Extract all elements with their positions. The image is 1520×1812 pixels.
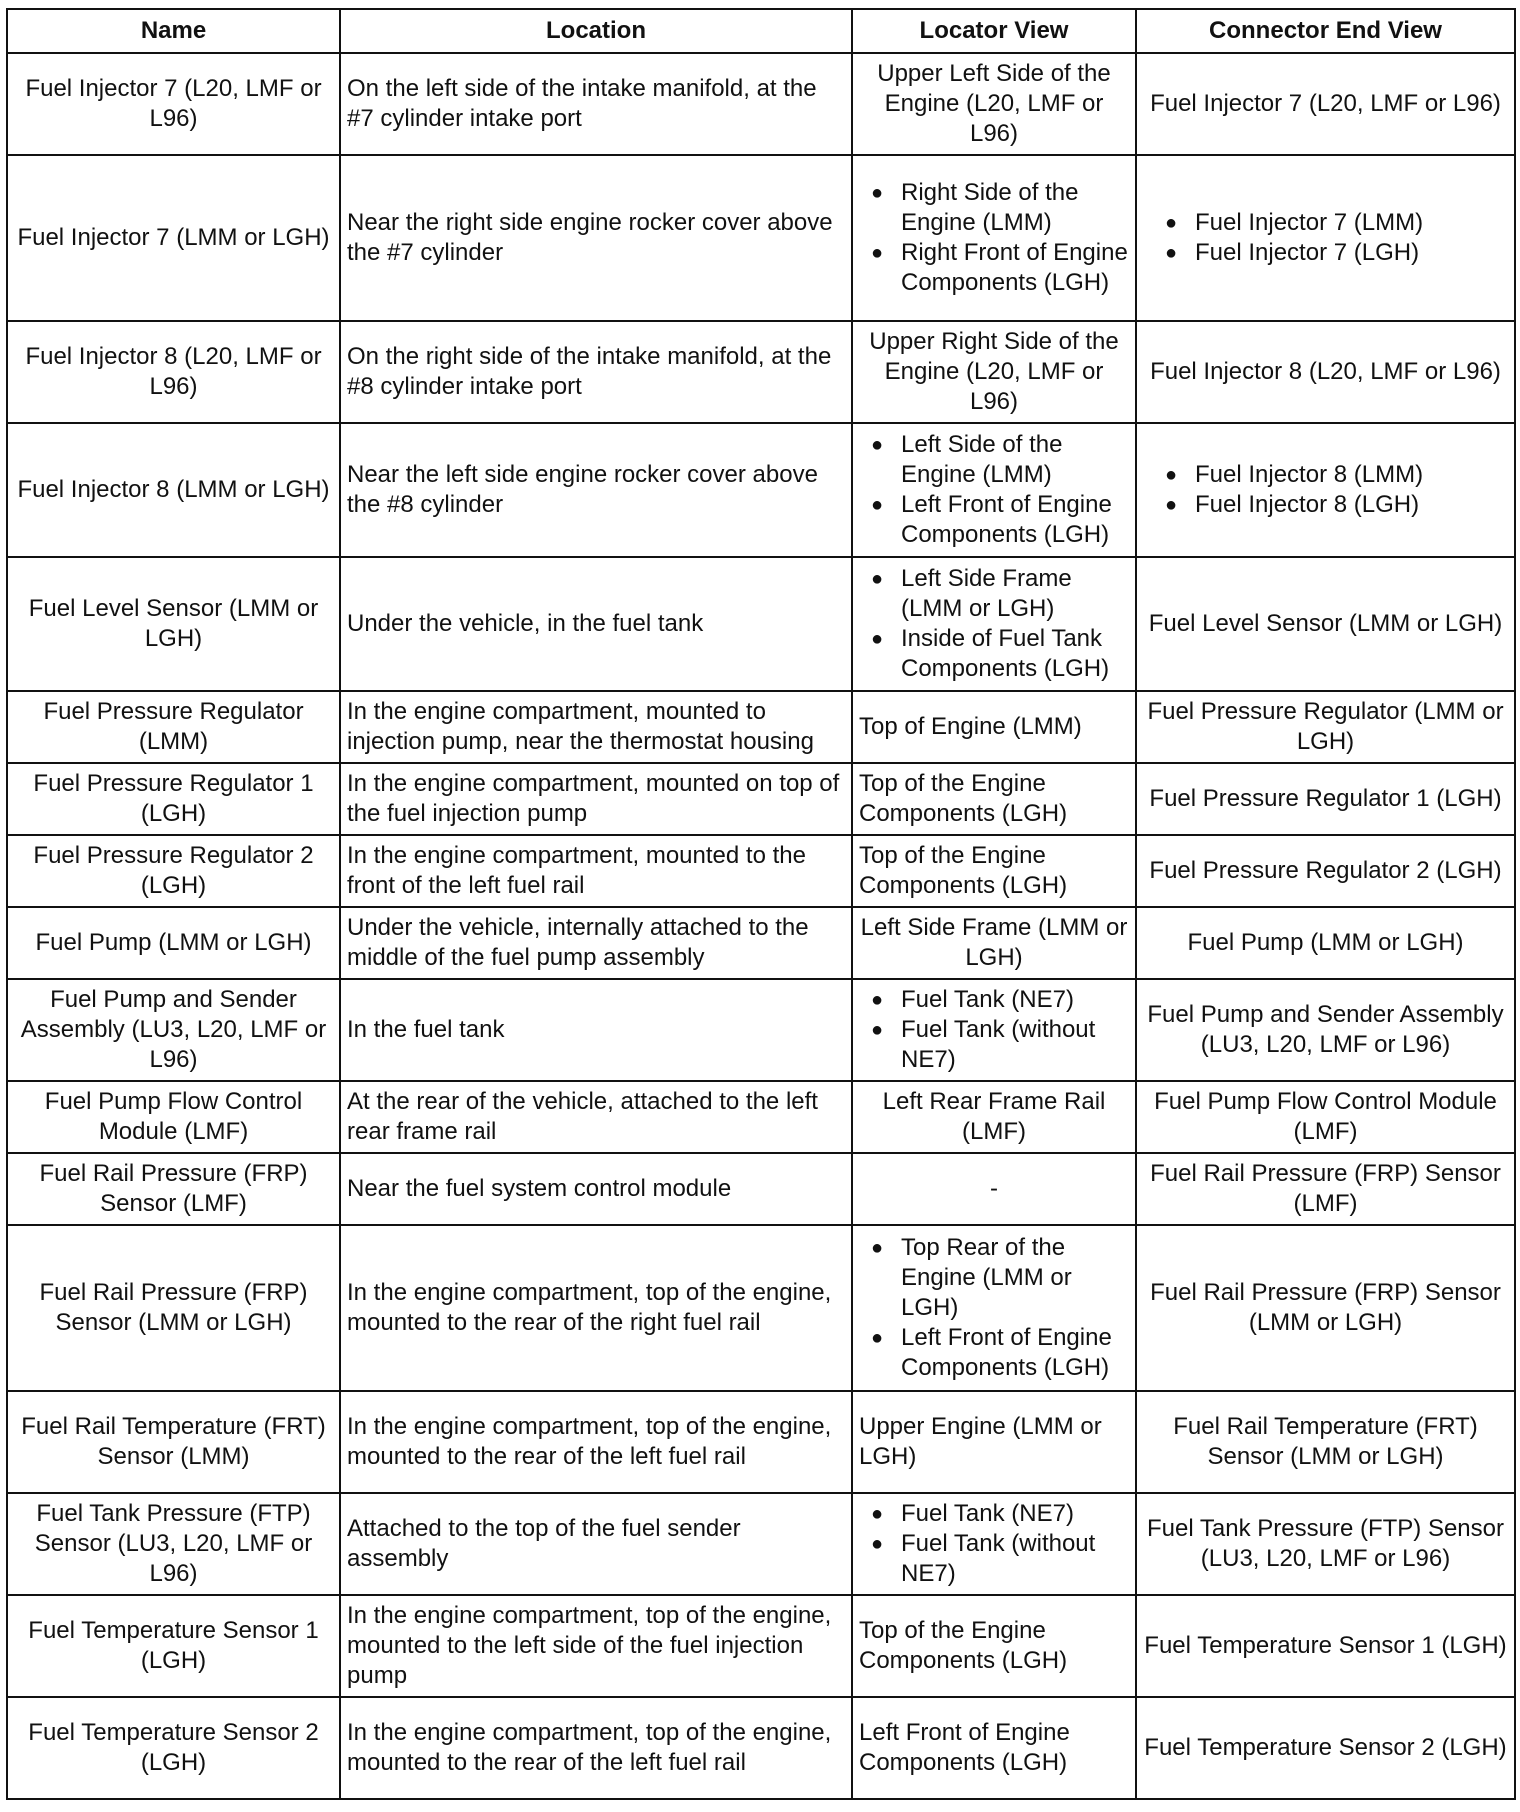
connector-end-view-item: ● Fuel Injector 8 (LGH): [1143, 490, 1508, 520]
connector-end-view-cell: Fuel Temperature Sensor 1 (LGH): [1136, 1595, 1515, 1697]
location-cell: On the left side of the intake manifold, at the #7 cylinder intake port: [340, 53, 852, 155]
table-row: [7, 155, 1515, 321]
locator-view-item: ● Fuel Tank (NE7): [859, 1499, 1129, 1529]
table-row: [7, 835, 1515, 907]
table-row: [7, 53, 1515, 155]
table-row: [7, 1081, 1515, 1153]
locator-view-list: [859, 1233, 1129, 1383]
table-row: [7, 979, 1515, 1081]
location-cell: In the engine compartment, mounted to the front of the left fuel rail: [340, 835, 852, 907]
name-cell: Fuel Rail Temperature (FRT) Sensor (LMM): [7, 1391, 340, 1493]
connector-end-view-cell: Fuel Pressure Regulator 1 (LGH): [1136, 763, 1515, 835]
location-cell: At the rear of the vehicle, attached to the left rear frame rail: [340, 1081, 852, 1153]
connector-end-view-cell: Fuel Rail Temperature (FRT) Sensor (LMM or LGH): [1136, 1391, 1515, 1493]
locator-view-cell: [852, 1225, 1136, 1391]
locator-view-cell: [852, 979, 1136, 1081]
connector-end-view-list: [1143, 460, 1508, 520]
name-cell: Fuel Injector 7 (LMM or LGH): [7, 155, 340, 321]
table-row: [7, 557, 1515, 691]
locator-view-cell: Left Front of Engine Components (LGH): [852, 1697, 1136, 1799]
name-cell: Fuel Pressure Regulator (LMM): [7, 691, 340, 763]
location-cell: In the engine compartment, mounted to injection pump, near the thermostat housing: [340, 691, 852, 763]
locator-view-item: ● Left Side Frame (LMM or LGH): [859, 564, 1129, 624]
connector-end-view-cell: [1136, 423, 1515, 557]
location-cell: In the fuel tank: [340, 979, 852, 1081]
header-connector-end-view: Connector End View: [1136, 9, 1515, 53]
connector-end-view-cell: Fuel Rail Pressure (FRP) Sensor (LMF): [1136, 1153, 1515, 1225]
connector-end-view-cell: Fuel Pump (LMM or LGH): [1136, 907, 1515, 979]
connector-end-view-cell: Fuel Pump and Sender Assembly (LU3, L20, LMF or L96): [1136, 979, 1515, 1081]
connector-end-view-cell: Fuel Tank Pressure (FTP) Sensor (LU3, L20, LMF or L96): [1136, 1493, 1515, 1595]
locator-view-cell: Upper Engine (LMM or LGH): [852, 1391, 1136, 1493]
locator-view-cell: Top of the Engine Components (LGH): [852, 835, 1136, 907]
locator-view-cell: Upper Right Side of the Engine (L20, LMF or L96): [852, 321, 1136, 423]
header-row: [7, 9, 1515, 53]
locator-view-cell: -: [852, 1153, 1136, 1225]
locator-view-item: ● Left Front of Engine Components (LGH): [859, 490, 1129, 550]
table-row: [7, 423, 1515, 557]
locator-view-item: ● Fuel Tank (NE7): [859, 985, 1129, 1015]
location-cell: Near the right side engine rocker cover above the #7 cylinder: [340, 155, 852, 321]
connector-end-view-cell: Fuel Level Sensor (LMM or LGH): [1136, 557, 1515, 691]
name-cell: Fuel Rail Pressure (FRP) Sensor (LMF): [7, 1153, 340, 1225]
connector-end-view-cell: Fuel Injector 8 (L20, LMF or L96): [1136, 321, 1515, 423]
name-cell: Fuel Pressure Regulator 1 (LGH): [7, 763, 340, 835]
table-row: [7, 1595, 1515, 1697]
locator-view-cell: Upper Left Side of the Engine (L20, LMF or L96): [852, 53, 1136, 155]
connector-end-view-item: ● Fuel Injector 7 (LGH): [1143, 238, 1508, 268]
location-cell: Near the left side engine rocker cover above the #8 cylinder: [340, 423, 852, 557]
location-cell: Under the vehicle, in the fuel tank: [340, 557, 852, 691]
connector-end-view-cell: Fuel Rail Pressure (FRP) Sensor (LMM or LGH): [1136, 1225, 1515, 1391]
locator-view-cell: [852, 1493, 1136, 1595]
locator-view-item: ● Inside of Fuel Tank Components (LGH): [859, 624, 1129, 684]
locator-view-item: ● Left Front of Engine Components (LGH): [859, 1323, 1129, 1383]
location-cell: In the engine compartment, top of the engine, mounted to the rear of the right fuel rail: [340, 1225, 852, 1391]
name-cell: Fuel Pump Flow Control Module (LMF): [7, 1081, 340, 1153]
name-cell: Fuel Pump and Sender Assembly (LU3, L20, LMF or L96): [7, 979, 340, 1081]
connector-end-view-list: [1143, 208, 1508, 268]
locator-view-item: ● Right Side of the Engine (LMM): [859, 178, 1129, 238]
location-cell: Under the vehicle, internally attached to the middle of the fuel pump assembly: [340, 907, 852, 979]
header-location: Location: [340, 9, 852, 53]
locator-view-cell: Top of the Engine Components (LGH): [852, 1595, 1136, 1697]
connector-end-view-cell: Fuel Pressure Regulator (LMM or LGH): [1136, 691, 1515, 763]
connector-end-view-cell: Fuel Pressure Regulator 2 (LGH): [1136, 835, 1515, 907]
locator-view-item: ● Left Side of the Engine (LMM): [859, 430, 1129, 490]
table-row: [7, 321, 1515, 423]
locator-view-item: ● Right Front of Engine Components (LGH): [859, 238, 1129, 298]
locator-view-cell: Left Rear Frame Rail (LMF): [852, 1081, 1136, 1153]
table-row: [7, 691, 1515, 763]
header-name: Name: [7, 9, 340, 53]
locator-view-cell: Left Side Frame (LMM or LGH): [852, 907, 1136, 979]
locator-view-item: ● Fuel Tank (without NE7): [859, 1529, 1129, 1589]
name-cell: Fuel Level Sensor (LMM or LGH): [7, 557, 340, 691]
locator-view-cell: [852, 423, 1136, 557]
table-row: [7, 763, 1515, 835]
connector-end-view-cell: Fuel Injector 7 (L20, LMF or L96): [1136, 53, 1515, 155]
name-cell: Fuel Pressure Regulator 2 (LGH): [7, 835, 340, 907]
header-locator-view: Locator View: [852, 9, 1136, 53]
locator-view-cell: [852, 557, 1136, 691]
locator-view-cell: [852, 155, 1136, 321]
locator-view-list: [859, 985, 1129, 1075]
location-cell: In the engine compartment, top of the engine, mounted to the left side of the fuel injection pump: [340, 1595, 852, 1697]
locator-view-cell: Top of Engine (LMM): [852, 691, 1136, 763]
locator-view-cell: Top of the Engine Components (LGH): [852, 763, 1136, 835]
name-cell: Fuel Injector 7 (L20, LMF or L96): [7, 53, 340, 155]
location-cell: In the engine compartment, top of the engine, mounted to the rear of the left fuel rail: [340, 1697, 852, 1799]
locator-view-list: [859, 430, 1129, 550]
connector-end-view-item: ● Fuel Injector 8 (LMM): [1143, 460, 1508, 490]
name-cell: Fuel Pump (LMM or LGH): [7, 907, 340, 979]
connector-end-view-cell: Fuel Temperature Sensor 2 (LGH): [1136, 1697, 1515, 1799]
name-cell: Fuel Injector 8 (LMM or LGH): [7, 423, 340, 557]
locator-view-list: [859, 564, 1129, 684]
name-cell: Fuel Temperature Sensor 2 (LGH): [7, 1697, 340, 1799]
name-cell: Fuel Temperature Sensor 1 (LGH): [7, 1595, 340, 1697]
locator-view-item: ● Fuel Tank (without NE7): [859, 1015, 1129, 1075]
table-row: [7, 1225, 1515, 1391]
table-row: [7, 1391, 1515, 1493]
location-cell: In the engine compartment, mounted on top of the fuel injection pump: [340, 763, 852, 835]
locator-view-item: ● Top Rear of the Engine (LMM or LGH): [859, 1233, 1129, 1323]
component-locator-table: [6, 8, 1516, 1800]
location-cell: Attached to the top of the fuel sender assembly: [340, 1493, 852, 1595]
location-cell: In the engine compartment, top of the engine, mounted to the rear of the left fuel rail: [340, 1391, 852, 1493]
locator-view-list: [859, 1499, 1129, 1589]
location-cell: Near the fuel system control module: [340, 1153, 852, 1225]
name-cell: Fuel Tank Pressure (FTP) Sensor (LU3, L20, LMF or L96): [7, 1493, 340, 1595]
connector-end-view-cell: Fuel Pump Flow Control Module (LMF): [1136, 1081, 1515, 1153]
table-row: [7, 1493, 1515, 1595]
table-row: [7, 1697, 1515, 1799]
connector-end-view-cell: [1136, 155, 1515, 321]
table-row: [7, 1153, 1515, 1225]
location-cell: On the right side of the intake manifold, at the #8 cylinder intake port: [340, 321, 852, 423]
name-cell: Fuel Rail Pressure (FRP) Sensor (LMM or LGH): [7, 1225, 340, 1391]
table-row: [7, 907, 1515, 979]
name-cell: Fuel Injector 8 (L20, LMF or L96): [7, 321, 340, 423]
connector-end-view-item: ● Fuel Injector 7 (LMM): [1143, 208, 1508, 238]
locator-view-list: [859, 178, 1129, 298]
